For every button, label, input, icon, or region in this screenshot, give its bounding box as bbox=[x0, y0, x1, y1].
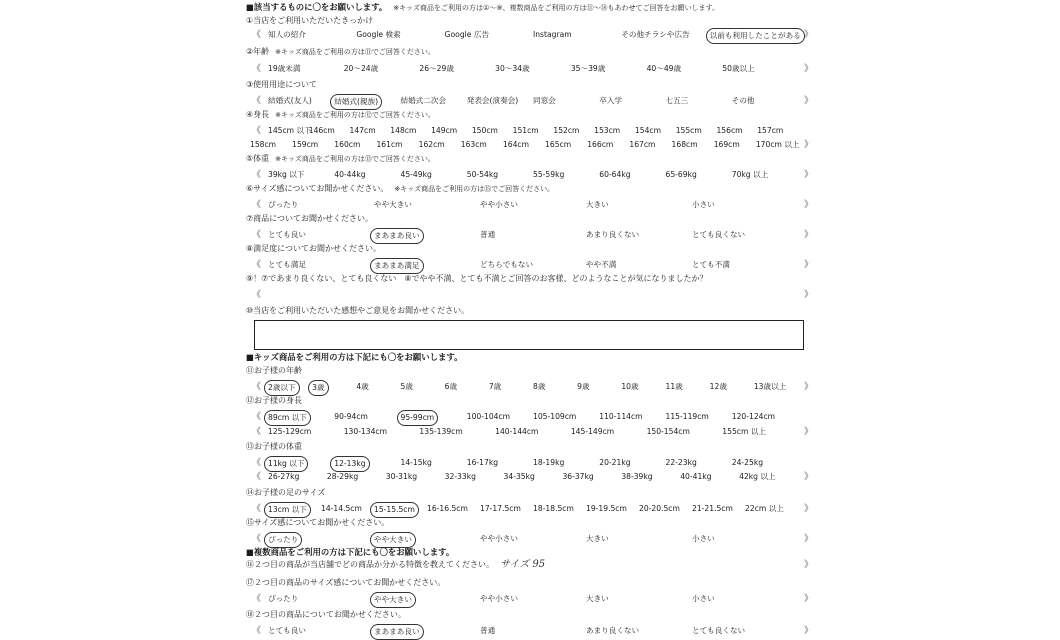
answer-option[interactable]: 8歳 bbox=[533, 382, 546, 391]
answer-option[interactable]: 36-37kg bbox=[562, 472, 594, 481]
answer-option[interactable]: 145-149cm bbox=[570, 427, 615, 436]
section-title-text: ■該当するものに〇をお願いします。 bbox=[246, 2, 388, 12]
answer-option[interactable]: 146cm bbox=[308, 126, 335, 135]
question-label bbox=[246, 394, 302, 408]
answer-option[interactable]: やや大きい bbox=[374, 200, 412, 209]
answer-option[interactable]: 45-49kg bbox=[400, 170, 432, 179]
answer-option[interactable]: 22-23kg bbox=[665, 458, 697, 467]
answer-option[interactable]: 150cm bbox=[471, 126, 498, 135]
paren-close: 》 bbox=[804, 594, 814, 604]
options-row bbox=[246, 288, 818, 302]
section-title bbox=[246, 0, 719, 14]
paren-open: 《 bbox=[252, 382, 262, 392]
question-label-text: ⑧満足度についてお聞かせください。 bbox=[246, 244, 382, 253]
question-label bbox=[246, 486, 325, 500]
answer-option[interactable]: 38-39kg bbox=[621, 472, 653, 481]
answer-option[interactable]: 6歳 bbox=[444, 382, 458, 391]
answer-option[interactable]: ぴったり bbox=[268, 200, 299, 209]
question-label-text: ②年齢 bbox=[246, 47, 270, 56]
answer-option[interactable]: まあまあ良い bbox=[370, 624, 424, 640]
question-label bbox=[246, 242, 381, 256]
answer-option[interactable]: 65-69kg bbox=[665, 170, 697, 179]
answer-option[interactable]: 160cm bbox=[334, 140, 361, 149]
answer-option[interactable]: ぴったり bbox=[264, 532, 302, 548]
answer-option[interactable]: やや小さい bbox=[480, 200, 518, 209]
answer-option[interactable]: 110-114cm bbox=[599, 412, 643, 421]
answer-option[interactable]: 157cm bbox=[757, 126, 784, 135]
options-row bbox=[246, 532, 818, 546]
answer-option[interactable]: 145cm 以下 bbox=[268, 126, 312, 135]
question-label bbox=[246, 45, 435, 59]
answer-option[interactable]: 21-21.5cm bbox=[692, 504, 733, 513]
question-note: ※キッズ商品をご利用の方は⑫でご回答ください。 bbox=[275, 111, 435, 119]
answer-option[interactable]: 18-19kg bbox=[533, 458, 565, 467]
answer-option[interactable]: Google 検索 bbox=[356, 30, 401, 39]
answer-option[interactable]: 151cm bbox=[512, 126, 539, 135]
options-row bbox=[246, 28, 818, 42]
question-label bbox=[246, 608, 406, 622]
paren-open: 《 bbox=[252, 458, 262, 468]
answer-option[interactable]: 35〜39歳 bbox=[570, 64, 606, 73]
paren-open: 《 bbox=[252, 504, 262, 514]
answer-option[interactable]: やや大きい bbox=[370, 592, 416, 608]
answer-option[interactable]: どちらでもない bbox=[480, 260, 534, 269]
question-label bbox=[246, 364, 302, 378]
paren-open: 《 bbox=[252, 170, 262, 180]
answer-option[interactable]: 90-94cm bbox=[334, 412, 368, 421]
question-label bbox=[246, 152, 435, 166]
question-label bbox=[246, 212, 373, 226]
answer-option[interactable]: 125-129cm bbox=[268, 427, 312, 436]
question-label-text: ⑭お子様の足のサイズ bbox=[246, 488, 326, 497]
options-row bbox=[246, 138, 818, 152]
answer-option[interactable]: 34-35kg bbox=[503, 472, 535, 481]
answer-option[interactable]: 9歳 bbox=[577, 382, 590, 391]
section-title-text: ■キッズ商品をご利用の方は下記にも〇をお願いします。 bbox=[246, 352, 463, 362]
answer-option[interactable]: 30〜34歳 bbox=[495, 64, 530, 73]
paren-close: 》 bbox=[804, 170, 814, 180]
answer-option[interactable]: 135-139cm bbox=[419, 427, 463, 436]
question-label-text: ⑨！⑦であまり良くない、とても良くない ⑧でやや不満、とても不満とご回答のお客様、どのようなことが気になりましたか？ bbox=[246, 274, 708, 283]
question-label bbox=[246, 576, 445, 590]
answer-option[interactable]: 大きい bbox=[586, 200, 609, 209]
options-row bbox=[246, 470, 818, 484]
answer-option[interactable]: 153cm bbox=[594, 126, 621, 135]
answer-option[interactable]: 159cm bbox=[292, 140, 319, 149]
options-row bbox=[246, 592, 818, 606]
answer-option[interactable]: とても良くない bbox=[692, 230, 746, 239]
answer-option[interactable]: 2歳以下 bbox=[264, 380, 300, 396]
handwritten-answer: サイズ 95 bbox=[500, 559, 546, 570]
question-label bbox=[246, 516, 389, 530]
question-label-text: ⑫お子様の身長 bbox=[246, 396, 302, 405]
paren-open: 《 bbox=[252, 427, 262, 437]
options-row bbox=[246, 380, 818, 394]
answer-option[interactable]: 39kg 以下 bbox=[268, 170, 305, 179]
answer-option[interactable]: 156cm bbox=[716, 126, 743, 135]
answer-option[interactable]: とても良くない bbox=[692, 626, 746, 635]
answer-option[interactable]: 50歳以上 bbox=[722, 64, 755, 73]
question-note: ※キッズ商品をご利用の方は⑪でご回答ください。 bbox=[275, 48, 435, 56]
paren-close: 》 bbox=[804, 504, 814, 514]
paren-open: 《 bbox=[252, 290, 262, 300]
section-title-text: ■複数商品をご利用の方は下記にも〇をお願いします。 bbox=[246, 547, 455, 557]
answer-option[interactable]: 163cm bbox=[460, 140, 487, 149]
paren-open: 《 bbox=[252, 412, 262, 422]
answer-option[interactable]: 13歳以上 bbox=[753, 382, 787, 391]
answer-option[interactable]: ぴったり bbox=[268, 594, 299, 603]
answer-option[interactable]: 158cm bbox=[250, 140, 277, 149]
paren-open: 《 bbox=[252, 534, 262, 544]
paren-open: 《 bbox=[252, 200, 262, 210]
paren-close: 》 bbox=[804, 96, 814, 106]
paren-close: 》 bbox=[804, 534, 814, 544]
answer-option[interactable]: 60-64kg bbox=[599, 170, 631, 179]
answer-option[interactable]: 149cm bbox=[431, 126, 458, 135]
question-label bbox=[246, 182, 554, 196]
answer-option[interactable]: 同窓会 bbox=[533, 96, 556, 105]
question-label bbox=[246, 440, 302, 454]
answer-option[interactable]: 147cm bbox=[349, 126, 376, 135]
paren-close: 》 bbox=[804, 30, 814, 40]
answer-option[interactable]: その他 bbox=[731, 96, 755, 105]
answer-option[interactable]: 70kg 以上 bbox=[731, 170, 769, 179]
question-label bbox=[246, 272, 708, 286]
answer-option[interactable]: 16-16.5cm bbox=[427, 504, 468, 513]
answer-option[interactable]: 32-33kg bbox=[444, 472, 476, 481]
paren-open: 《 bbox=[252, 30, 262, 40]
answer-option[interactable]: 148cm bbox=[390, 126, 417, 135]
question-label bbox=[246, 108, 435, 122]
paren-close: 》 bbox=[804, 64, 814, 74]
answer-option[interactable]: とても良い bbox=[268, 230, 306, 239]
answer-option[interactable]: 26-27kg bbox=[268, 472, 300, 481]
answer-option[interactable]: 105-109cm bbox=[533, 412, 577, 421]
question-label bbox=[246, 78, 317, 92]
answer-option[interactable]: Instagram bbox=[533, 30, 572, 39]
options-row bbox=[246, 228, 818, 242]
answer-option[interactable]: 162cm bbox=[418, 140, 445, 149]
question-label-text: ⑬お子様の体重 bbox=[246, 442, 302, 451]
answer-option[interactable]: 167cm bbox=[629, 140, 656, 149]
answer-option[interactable]: 30-31kg bbox=[385, 472, 418, 481]
answer-option[interactable]: 55-59kg bbox=[533, 170, 565, 179]
question-label bbox=[246, 558, 814, 572]
answer-option[interactable]: 小さい bbox=[692, 200, 715, 209]
answer-option[interactable]: 5歳 bbox=[400, 382, 413, 391]
question-label-text: ⑥サイズ感についてお聞かせください。 bbox=[246, 184, 389, 193]
paren-close: 》 bbox=[804, 140, 814, 150]
answer-option[interactable]: あまり良くない bbox=[586, 626, 640, 635]
answer-option[interactable]: 42kg 以上 bbox=[739, 472, 776, 481]
paren-close: 》 bbox=[804, 382, 814, 392]
answer-option[interactable]: 155cm bbox=[675, 126, 702, 135]
answer-option[interactable]: 7歳 bbox=[488, 382, 502, 391]
question-label-text: ①当店をご利用いただいたきっかけ bbox=[246, 16, 374, 25]
answer-option[interactable]: その他チラシや広告 bbox=[621, 30, 690, 39]
answer-option[interactable]: 小さい bbox=[692, 534, 715, 543]
paren-open: 《 bbox=[252, 126, 262, 136]
paren-open: 《 bbox=[252, 594, 262, 604]
answer-option[interactable]: 以前も利用したことがある bbox=[706, 28, 805, 44]
question-label-text: ④身長 bbox=[246, 110, 270, 119]
paren-open: 《 bbox=[252, 230, 262, 240]
options-row bbox=[246, 410, 818, 424]
answer-option[interactable]: 18-18.5cm bbox=[533, 504, 574, 513]
answer-option[interactable]: 19-19.5cm bbox=[586, 504, 627, 513]
question-label-text: ⑤体重 bbox=[246, 154, 270, 163]
answer-option[interactable]: 40〜49歳 bbox=[646, 64, 682, 73]
answer-option[interactable]: Google 広告 bbox=[444, 30, 490, 39]
paren-close: 》 bbox=[804, 626, 814, 636]
answer-option[interactable]: やや小さい bbox=[480, 534, 518, 543]
answer-option[interactable]: 11kg 以下 bbox=[264, 456, 308, 472]
answer-option[interactable]: まあまあ満足 bbox=[370, 258, 424, 274]
question-label-text: ⑩当店をご利用いただいた感想やご意見をお聞かせください。 bbox=[246, 306, 470, 315]
answer-option[interactable]: 14-15kg bbox=[400, 458, 432, 467]
answer-option[interactable]: 161cm bbox=[376, 140, 403, 149]
answer-option[interactable]: 16-17kg bbox=[466, 458, 499, 467]
answer-option[interactable]: 169cm bbox=[713, 140, 740, 149]
answer-option[interactable]: 168cm bbox=[671, 140, 698, 149]
paren-close: 》 bbox=[804, 290, 814, 300]
answer-option[interactable]: 4歳 bbox=[356, 382, 369, 391]
answer-option[interactable]: 50-54kg bbox=[466, 170, 499, 179]
answer-option[interactable]: 結婚式(親族) bbox=[330, 94, 382, 110]
answer-option[interactable]: 結婚式(友人) bbox=[268, 96, 312, 105]
options-row bbox=[246, 62, 818, 76]
answer-option[interactable]: まあまあ良い bbox=[370, 228, 424, 244]
paren-open: 《 bbox=[252, 472, 262, 482]
options-row bbox=[246, 456, 818, 470]
answer-option[interactable]: 20〜24歳 bbox=[343, 64, 379, 73]
paren-close: 》 bbox=[804, 260, 814, 270]
question-label-text: ③使用用途について bbox=[246, 80, 318, 89]
paren-open: 《 bbox=[252, 96, 262, 106]
answer-option[interactable]: あまり良くない bbox=[586, 230, 640, 239]
answer-option[interactable]: 100-104cm bbox=[466, 412, 511, 421]
answer-option[interactable]: 発表会(演奏会) bbox=[466, 96, 519, 105]
answer-option[interactable]: 40-44kg bbox=[334, 170, 366, 179]
answer-option[interactable]: 普通 bbox=[480, 230, 496, 239]
answer-option[interactable]: 大きい bbox=[586, 534, 609, 543]
answer-option[interactable]: 26〜29歳 bbox=[419, 64, 454, 73]
options-row bbox=[246, 124, 818, 138]
section-note: ※キッズ商品をご利用の方は①〜⑨、複数商品をご利用の方は⑪〜⑱もあわせてご回答をお願いします。 bbox=[393, 4, 719, 12]
answer-option[interactable]: 152cm bbox=[553, 126, 580, 135]
comment-box[interactable] bbox=[254, 320, 804, 350]
answer-option[interactable]: 164cm bbox=[502, 140, 529, 149]
answer-option[interactable]: 結婚式二次会 bbox=[400, 96, 447, 105]
answer-option[interactable]: 95-99cm bbox=[397, 410, 439, 426]
answer-option[interactable]: 14-14.5cm bbox=[321, 504, 362, 513]
answer-option[interactable]: 28-29kg bbox=[326, 472, 359, 481]
survey-form bbox=[246, 0, 818, 640]
answer-option[interactable]: 22cm 以上 bbox=[745, 504, 784, 513]
paren-close: 》 bbox=[804, 560, 814, 570]
answer-option[interactable]: 10歳 bbox=[621, 382, 639, 391]
answer-option[interactable]: 12歳 bbox=[709, 382, 727, 391]
answer-option[interactable]: やや小さい bbox=[480, 594, 518, 603]
answer-option[interactable]: 150-154cm bbox=[646, 427, 690, 436]
paren-close: 》 bbox=[804, 427, 814, 437]
answer-option[interactable]: 11歳 bbox=[665, 382, 683, 391]
answer-option[interactable]: 154cm bbox=[634, 126, 661, 135]
paren-close: 》 bbox=[804, 472, 814, 482]
question-label bbox=[246, 14, 373, 28]
answer-option[interactable]: とても良い bbox=[268, 626, 306, 635]
answer-option[interactable]: 166cm bbox=[587, 140, 614, 149]
question-label-text: ⑦商品についてお聞かせください。 bbox=[246, 214, 374, 223]
answer-option[interactable]: 115-119cm bbox=[665, 412, 709, 421]
question-label-text: ⑯２つ目の商品が当店舗でどの商品か分かる特徴を教えてください。 bbox=[246, 560, 494, 569]
answer-option[interactable]: 170cm 以上 bbox=[755, 140, 800, 149]
answer-option[interactable]: やや不満 bbox=[586, 260, 617, 269]
answer-option[interactable]: とても満足 bbox=[268, 260, 306, 269]
question-label bbox=[246, 304, 469, 318]
answer-option[interactable]: 89cm 以下 bbox=[264, 410, 311, 426]
question-label-text: ⑱２つ目の商品についてお聞かせください。 bbox=[246, 610, 406, 619]
answer-option[interactable]: 15-15.5cm bbox=[370, 502, 419, 518]
answer-option[interactable]: 13cm 以下 bbox=[264, 502, 311, 518]
options-row bbox=[246, 258, 818, 272]
question-note: ※キッズ商品をご利用の方は⑬でご回答ください。 bbox=[275, 155, 435, 163]
answer-option[interactable]: 知人の紹介 bbox=[268, 30, 306, 39]
answer-option[interactable]: 3歳 bbox=[308, 380, 328, 396]
question-note: ※キッズ商品をご利用の方は⑮でご回答ください。 bbox=[394, 185, 555, 193]
question-label-text: ⑮サイズ感についてお聞かせください。 bbox=[246, 518, 390, 527]
answer-option[interactable]: 七五三 bbox=[665, 96, 689, 105]
answer-option[interactable]: 24-25kg bbox=[731, 458, 764, 467]
options-row bbox=[246, 94, 818, 108]
paren-open: 《 bbox=[252, 260, 262, 270]
answer-option[interactable]: 卒入学 bbox=[599, 96, 623, 105]
answer-option[interactable]: 17-17.5cm bbox=[480, 504, 521, 513]
answer-option[interactable]: 20-21kg bbox=[599, 458, 631, 467]
answer-option[interactable]: やや大きい bbox=[370, 532, 416, 548]
answer-option[interactable]: 20-20.5cm bbox=[639, 504, 680, 513]
paren-close: 》 bbox=[804, 200, 814, 210]
options-row bbox=[246, 624, 818, 638]
answer-option[interactable]: 普通 bbox=[480, 626, 496, 635]
answer-option[interactable]: 40-41kg bbox=[680, 472, 712, 481]
options-row bbox=[246, 425, 818, 439]
answer-option[interactable]: 165cm bbox=[545, 140, 572, 149]
options-row bbox=[246, 502, 818, 516]
section-title bbox=[246, 350, 462, 364]
paren-open: 《 bbox=[252, 626, 262, 636]
answer-option[interactable]: 140-144cm bbox=[495, 427, 539, 436]
answer-option[interactable]: 155cm 以上 bbox=[722, 427, 766, 436]
paren-open: 《 bbox=[252, 64, 262, 74]
answer-option[interactable]: 120-124cm bbox=[731, 412, 776, 421]
answer-option[interactable]: とても不満 bbox=[692, 260, 730, 269]
question-label-text: ⑪お子様の年齢 bbox=[246, 366, 302, 375]
answer-option[interactable]: 大きい bbox=[586, 594, 609, 603]
answer-option[interactable]: 12-13kg bbox=[330, 456, 369, 472]
paren-close: 》 bbox=[804, 230, 814, 240]
options-row bbox=[246, 168, 818, 182]
answer-option[interactable]: 130-134cm bbox=[343, 427, 388, 436]
answer-option[interactable]: 19歳未満 bbox=[268, 64, 301, 73]
options-row bbox=[246, 198, 818, 212]
question-label-text: ⑰２つ目の商品のサイズ感についてお聞かせください。 bbox=[246, 578, 446, 587]
answer-option[interactable]: 小さい bbox=[692, 594, 715, 603]
